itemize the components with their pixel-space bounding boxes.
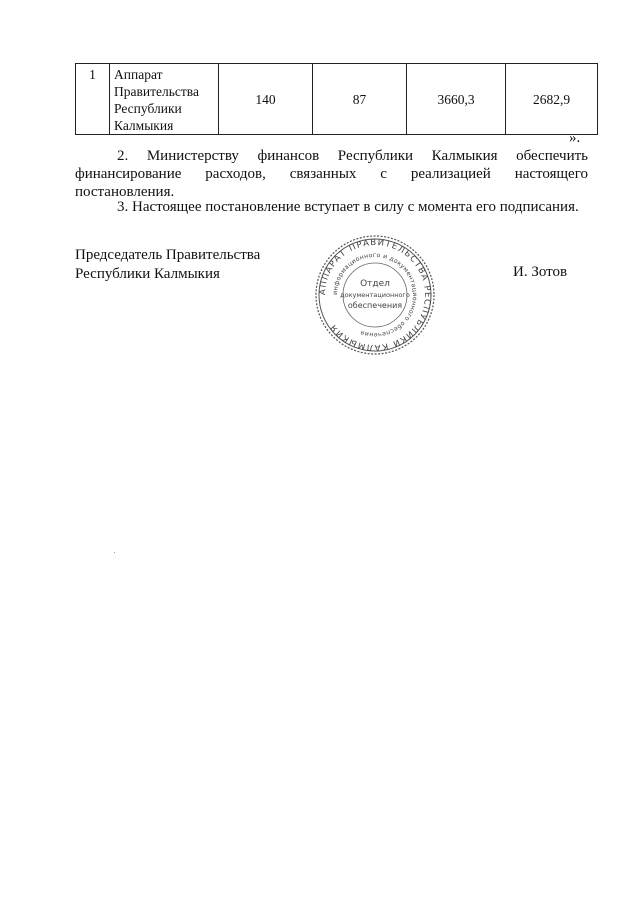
org-name-line: Калмыкия (114, 118, 174, 133)
budget-table (75, 63, 598, 135)
seal-center-line-1: Отдел (360, 279, 390, 289)
org-name-line: Аппарат (114, 67, 163, 82)
official-seal (314, 234, 436, 356)
signatory-name: И. Зотов (513, 264, 568, 280)
table-row (76, 64, 598, 135)
paragraph-2: 2. Министерству финансов Республики Калмыкия обеспечить финансирование расходов, связанных с реализацией настоящего постановления. (75, 148, 588, 200)
seal-center-line-3: обеспечения (347, 301, 403, 310)
value-cell-3: 3660,3 (407, 64, 506, 135)
value-cell-1: 140 (219, 64, 313, 135)
signatory-title-line: Председатель Правительства (75, 247, 261, 263)
signatory-title-line: Республики Калмыкия (75, 266, 220, 282)
row-number: 1 (76, 64, 110, 135)
paragraph-3: 3. Настоящее постановление вступает в силу с момента его подписания. (117, 199, 579, 215)
signatory-title (75, 246, 260, 284)
value-cell-2: 87 (313, 64, 407, 135)
seal-inner-text: информационного и документационного обеспечения (331, 251, 419, 339)
row-organization (110, 64, 219, 135)
scan-artifact (114, 552, 115, 553)
seal-center-line-2: документационного (340, 291, 410, 299)
value-cell-4: 2682,9 (506, 64, 598, 135)
seal-outer-text: АППАРАТ ПРАВИТЕЛЬСТВА РЕСПУБЛИКИ КАЛМЫКИЯ (317, 237, 433, 353)
org-name-line: Республики (114, 101, 182, 116)
org-name-line: Правительства (114, 84, 199, 99)
closing-quote: ». (569, 130, 581, 146)
